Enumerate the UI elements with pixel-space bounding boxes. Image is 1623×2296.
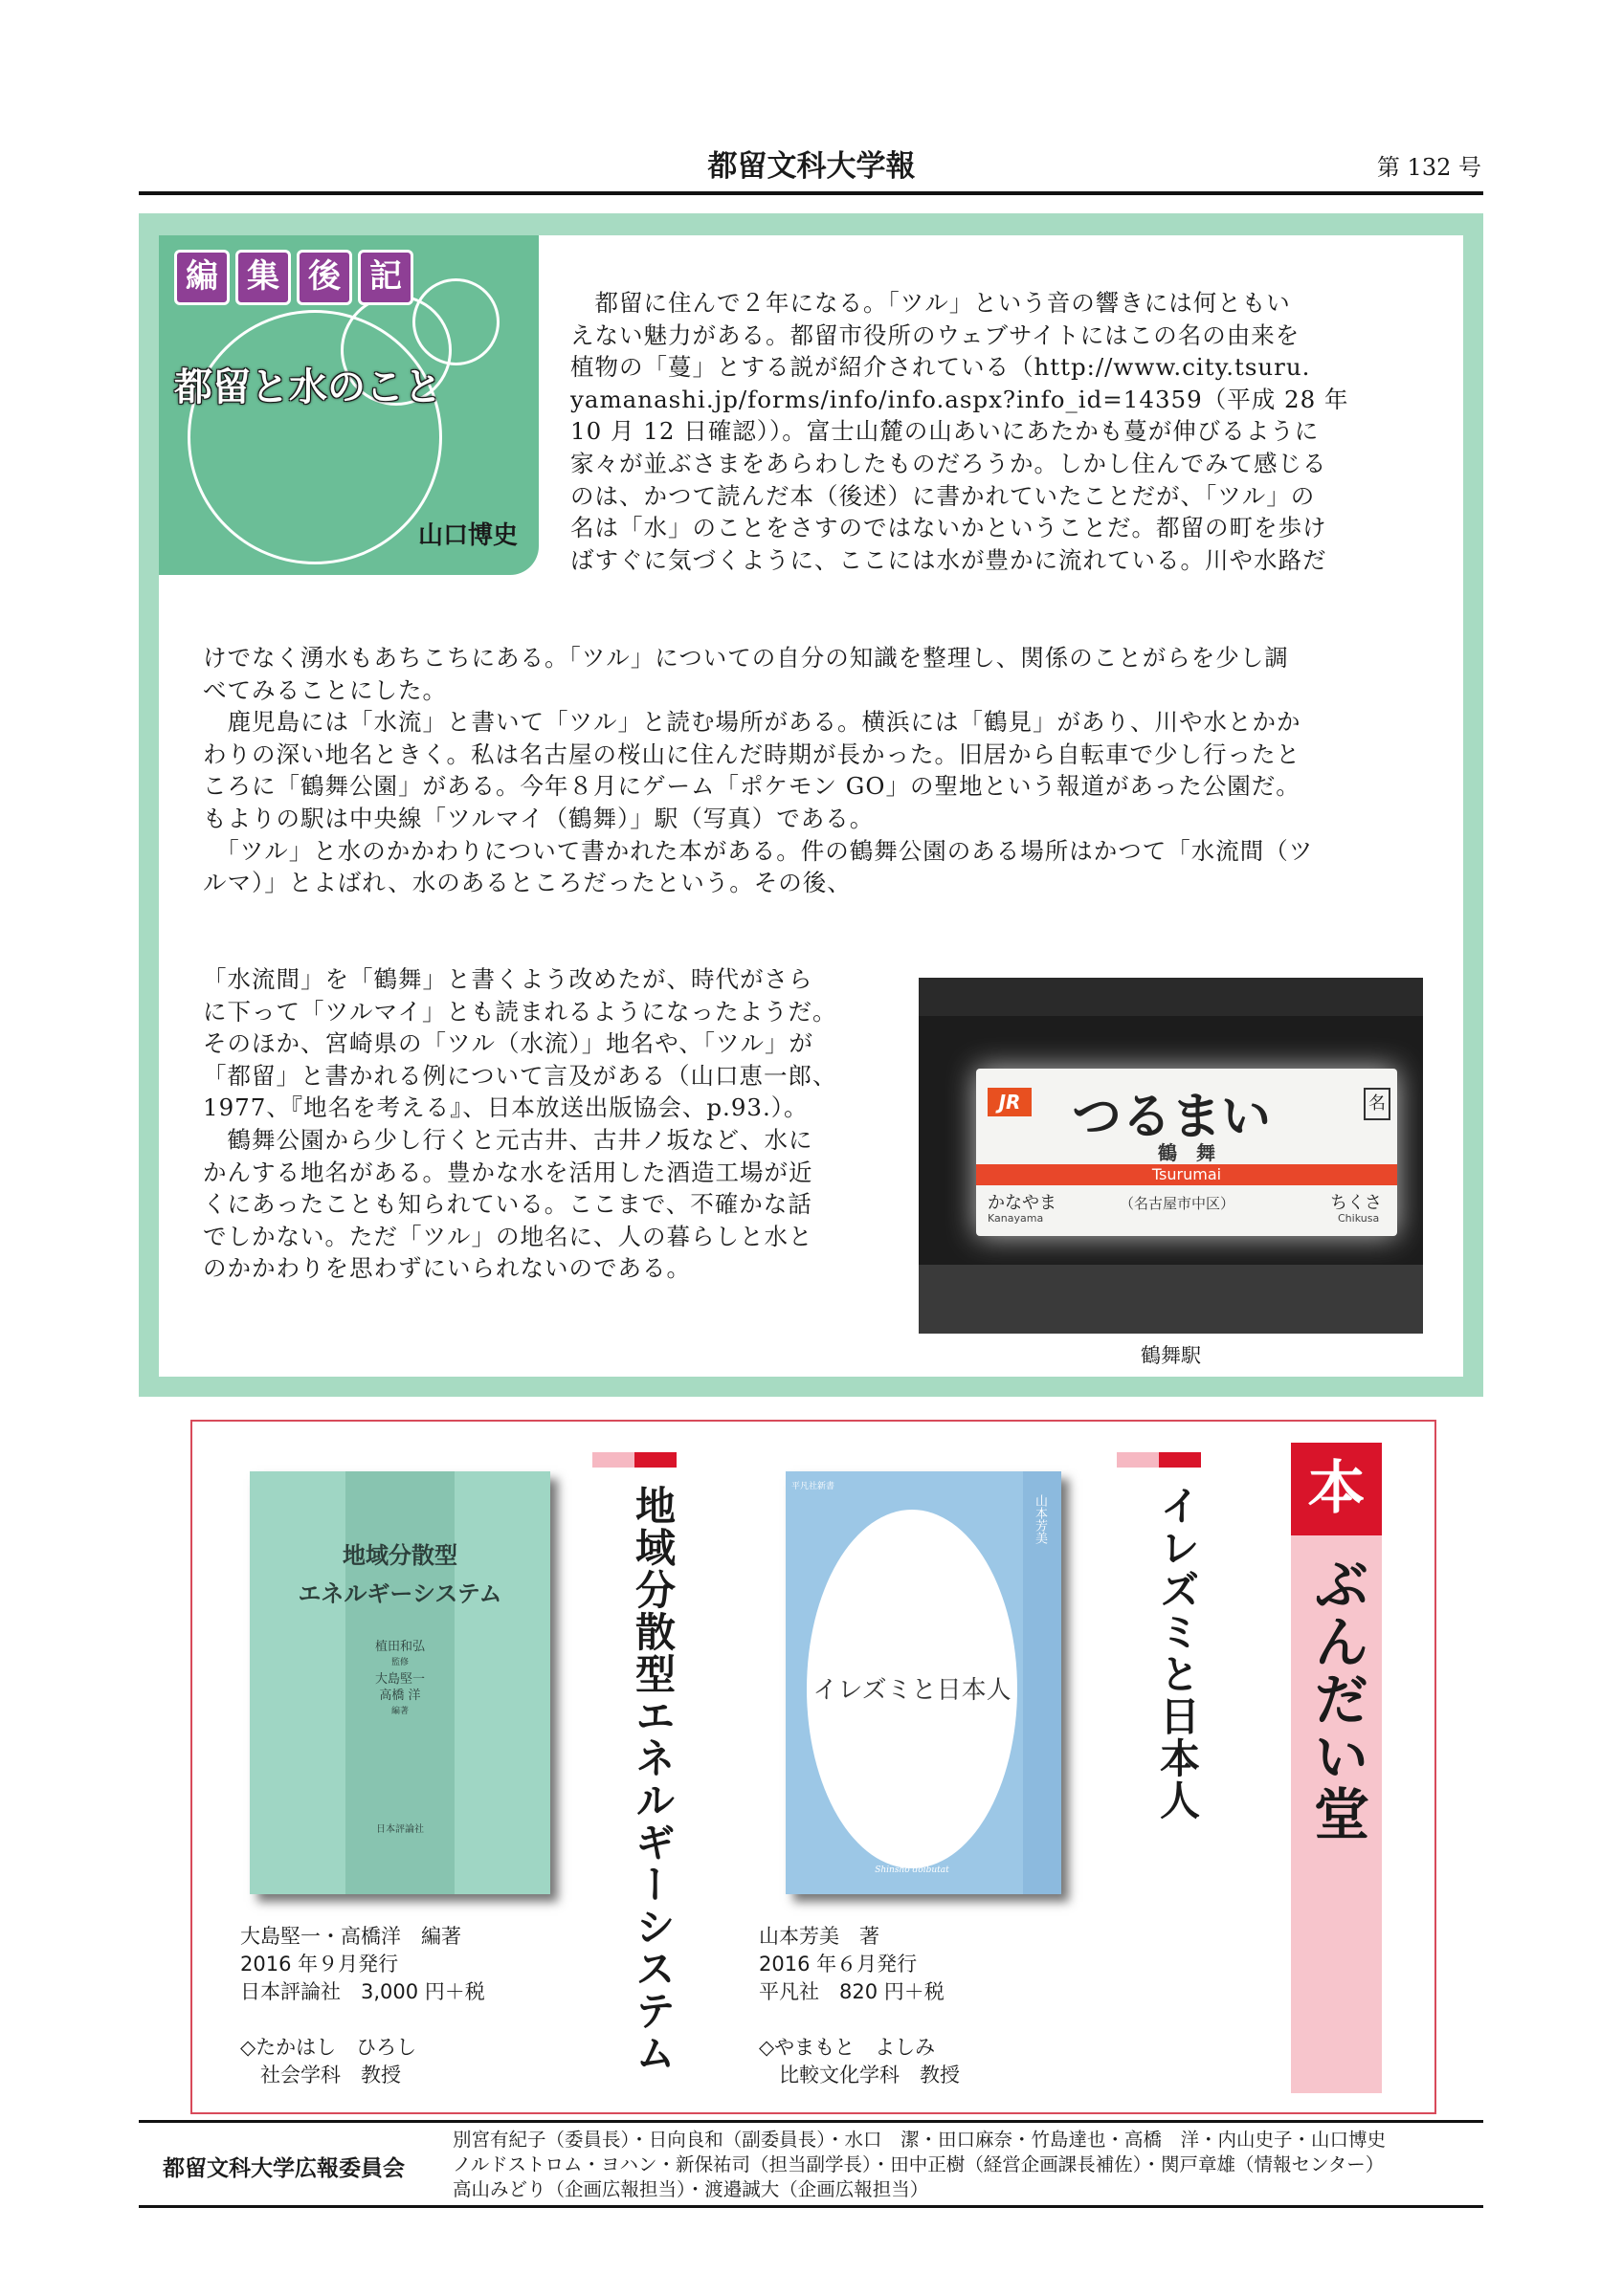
footer-organization: 都留文科大学広報委員会 <box>163 2156 405 2181</box>
sign-romaji: Tsurumai <box>1151 1165 1222 1183</box>
book-info-energy <box>240 1923 485 2089</box>
station-sign <box>976 1069 1397 1236</box>
text-line: 都留に住んで２年になる。「ツル」という音の響きには何ともい <box>570 289 1291 317</box>
text-line: えない魅力がある。都留市役所のウェブサイトにはこの名の由来を <box>570 320 1301 349</box>
members-line: ノルドストロム・ヨハン・新保祐司（担当副学長）・田中正樹（経営企画課長補佐）・関戸章雄（情報センター） <box>453 2153 1385 2175</box>
cover-footer: Shinsho doibutat <box>875 1866 949 1875</box>
footer-rule-top <box>139 2120 1483 2123</box>
decor-circle-small <box>412 278 500 365</box>
book-price: 平凡社 820 円＋税 <box>759 1980 945 2003</box>
editorial-section <box>139 213 1483 1397</box>
book-reviewer-dept: 社会学科 教授 <box>240 2064 401 2086</box>
corner-hon-label: 本 <box>1291 1443 1382 1535</box>
cover-title: イレズミと日本人 <box>812 1676 1012 1705</box>
text-line: 「都留」と書かれる例について言及がある（山口恵一郎、 <box>203 1061 837 1090</box>
text-line: 「水流間」を「鶴舞」と書くよう改めたが、時代がさら <box>203 965 813 993</box>
sign-prev-romaji: Kanayama <box>988 1212 1044 1225</box>
editorial-heading-panel <box>159 235 539 575</box>
text-line: 植物の「蔓」とする説が紹介されている（http://www.city.tsuru. <box>570 353 1311 382</box>
book-title-energy: 地域分散型エネルギーシステム <box>630 1485 677 2074</box>
book-price: 日本評論社 3,000 円＋税 <box>240 1980 485 2003</box>
text-line: yamanashi.jp/forms/info/info.aspx?info_id=14359（平成 28 年 <box>570 385 1349 413</box>
newsletter-title: 都留文科大学報 <box>707 149 916 184</box>
editorial-body <box>159 235 1463 1377</box>
issue-number: 第 132 号 <box>1376 154 1481 181</box>
text-line: 鶴舞公園から少し行くと元古井、古井ノ坂など、水に <box>203 1125 813 1154</box>
footer-rule-bottom <box>139 2205 1483 2208</box>
text-line: 「ツル」と水のかかわりについて書かれた本がある。件の鶴舞公園のある場所はかつて「水流間（ツ <box>203 836 1314 865</box>
cover-series: 平凡社新書 <box>791 1482 835 1491</box>
text-line: ルマ）」とよばれ、水のあるところだったという。その後、 <box>203 869 852 897</box>
cover-title-line: エネルギーシステム <box>298 1579 502 1607</box>
cover-credit: 編著 <box>390 1707 409 1716</box>
text-line: でしかない。ただ「ツル」の地名に、人の暮らしと水と <box>203 1222 813 1250</box>
title-bar-energy <box>592 1452 677 1468</box>
footer-members <box>453 2128 1386 2202</box>
members-line: 別宮有紀子（委員長）・日向良和（副委員長）・水口 潔・田口麻奈・竹島達也・高橋 洋・内山史子・山口博史 <box>453 2129 1387 2151</box>
title-bar-irezumi <box>1117 1452 1201 1468</box>
text-line: もよりの駅は中央線「ツルマイ（鶴舞）」駅（写真）である。 <box>203 804 875 832</box>
spacer <box>240 2006 485 2034</box>
text-line: 10 月 12 日確認））。富士山麓の山あいにあたかも蔓が伸びるように <box>570 417 1320 446</box>
sign-next-romaji: Chikusa <box>1338 1212 1380 1225</box>
text-line: 鹿児島には「水流」と書いて「ツル」と読む場所がある。横浜には「鶴見」があり、川や水とかか <box>203 708 1301 737</box>
book-authors: 大島堅一・高橋洋 編著 <box>240 1925 461 1948</box>
book-info-irezumi <box>759 1923 960 2089</box>
text-line: ころに「鶴舞公園」がある。今年８月にゲーム「ポケモン GO」の聖地という報道があった公園だ。 <box>203 772 1301 801</box>
text-line: わりの深い地名ときく。私は名古屋の桜山に住んだ時期が長かった。旧居から自転車で少し行ったと <box>203 740 1301 768</box>
station-photo <box>919 978 1423 1334</box>
sign-line-mark: 名 <box>1364 1088 1390 1120</box>
cover-spine-author: 山本芳美 <box>1033 1494 1047 1544</box>
sign-kanji: 鶴 舞 <box>1158 1141 1215 1164</box>
text-line: のかかわりを思わずにいられないのである。 <box>203 1254 691 1283</box>
book-cover-energy <box>250 1471 550 1894</box>
cover-credits <box>250 1639 550 1720</box>
cover-credit: 高橋 洋 <box>379 1689 421 1703</box>
book-authors: 山本芳美 著 <box>759 1925 879 1948</box>
tag-3: 後 <box>297 250 352 305</box>
text-line: に下って「ツルマイ」とも読まれるようになったようだ。 <box>203 997 837 1026</box>
book-reviewer: ◇やまもと よしみ <box>759 2036 936 2059</box>
editorial-text-top <box>570 287 1441 576</box>
sign-prev-station: かなやま <box>988 1193 1056 1213</box>
text-line: くにあったことも知られている。ここまで、不確かな話 <box>203 1190 812 1219</box>
text-line: べてみることにした。 <box>203 675 447 704</box>
editorial-text-middle <box>203 642 1447 899</box>
text-line: 1977、『地名を考える』、日本放送出版協会、p.93.）。 <box>203 1093 809 1122</box>
book-cover-irezumi <box>786 1471 1061 1894</box>
tag-1: 編 <box>174 250 230 305</box>
header-rule <box>139 191 1483 195</box>
cover-publisher: 日本評論社 <box>376 1824 424 1835</box>
tag-2: 集 <box>235 250 291 305</box>
text-line: かんする地名がある。豊かな水を活用した酒造工場が近 <box>203 1158 813 1186</box>
cover-title-line: 地域分散型 <box>343 1541 457 1569</box>
editorial-text-bottom <box>203 963 892 1285</box>
tag-4: 記 <box>358 250 413 305</box>
text-line: 家々が並ぶさまをあらわしたものだろうか。しかし住んでみて感じる <box>570 449 1327 477</box>
sign-red-band <box>976 1164 1397 1185</box>
text-line: ばすぐに気づくように、ここには水が豊かに流れている。川や水路だ <box>570 545 1327 574</box>
text-line: けでなく湧水もあちこちにある。「ツル」についての自分の知識を整理し、関係のことがらを少し調 <box>203 644 1289 672</box>
editorial-tags <box>174 250 413 305</box>
ceiling-light <box>919 978 1423 1016</box>
members-line: 高山みどり（企画広報担当）・渡邉誠大（企画広報担当） <box>453 2178 929 2200</box>
book-published: 2016 年９月発行 <box>240 1953 399 1976</box>
jr-logo: JR <box>988 1088 1032 1116</box>
spacer <box>759 2006 960 2034</box>
book-title-irezumi: イレズミと日本人 <box>1154 1485 1201 1821</box>
book-reviewer: ◇たかはし ひろし <box>240 2036 417 2059</box>
editorial-title: 都留と水のこと <box>174 365 442 409</box>
book-reviewer-dept: 比較文化学科 教授 <box>759 2064 960 2086</box>
corner-name: ぶんだい堂 <box>1304 1556 1369 1843</box>
text-line: そのほか、宮崎県の「ツル（水流）」地名や、「ツル」が <box>203 1029 814 1058</box>
book-corner <box>190 1420 1436 2114</box>
book-published: 2016 年６月発行 <box>759 1953 918 1976</box>
sign-next-station: ちくさ <box>1330 1193 1382 1213</box>
sign-station-name: つるまい <box>1072 1089 1272 1146</box>
photo-caption: 鶴舞駅 <box>1141 1344 1201 1367</box>
cover-credit: 植田和弘 <box>374 1640 425 1654</box>
cover-title <box>250 1536 550 1613</box>
cover-credit: 大島堅一 <box>374 1672 425 1687</box>
corner-banner <box>1291 1443 1382 2093</box>
editorial-author: 山口博史 <box>417 521 518 550</box>
floor-shadow <box>919 1265 1423 1334</box>
text-line: 名は「水」のことをさすのではないかということだ。都留の町を歩け <box>570 514 1327 542</box>
text-line: のは、かつて読んだ本（後述）に書かれていたことだが、「ツル」の <box>570 481 1316 510</box>
sign-ward: （名古屋市中区） <box>1120 1195 1235 1212</box>
cover-credit: 監修 <box>390 1658 409 1667</box>
